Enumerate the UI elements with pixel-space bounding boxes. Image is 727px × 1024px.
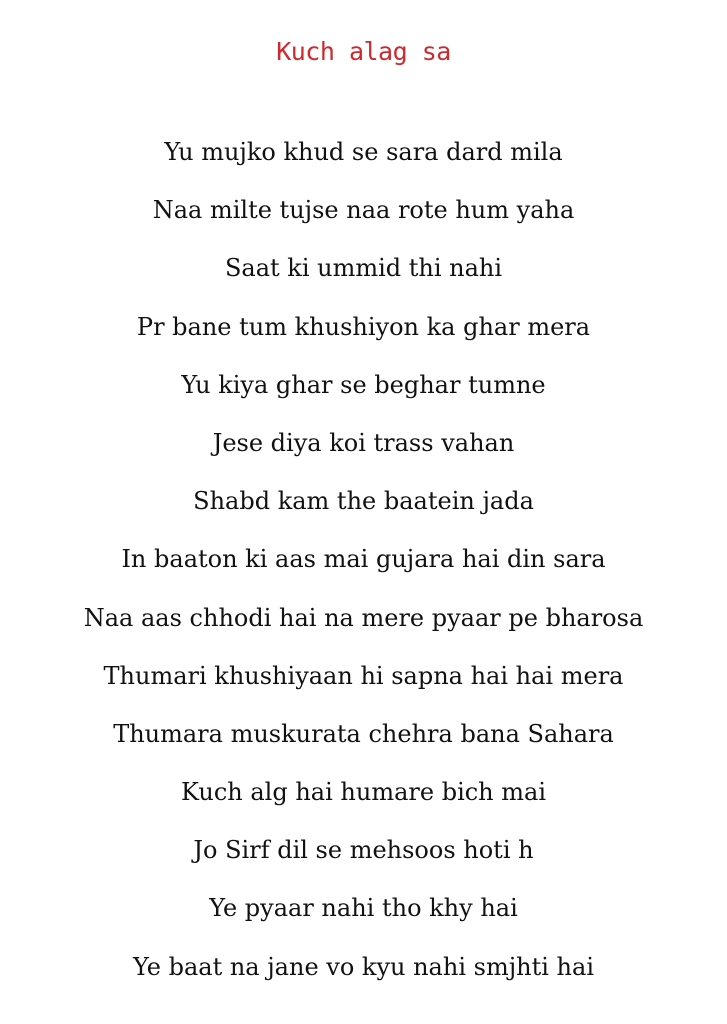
poem-line: Thumara muskurata chehra bana Sahara: [113, 719, 614, 748]
poem-title: Kuch alag sa: [276, 37, 451, 66]
poem-body: [0, 135, 727, 1008]
poem-line: Shabd kam the baatein jada: [193, 487, 534, 516]
poem-line: Thumari khushiyaan hi sapna hai hai mera: [103, 661, 624, 690]
poem-line: Jese diya koi trass vahan: [212, 428, 515, 457]
poem-line: In baaton ki aas mai gujara hai din sara: [121, 545, 606, 574]
poem-line: Yu mujko khud se sara dard mila: [164, 138, 563, 166]
poem-line: Kuch alg hai humare bich mai: [180, 778, 547, 807]
poem-line: Yu kiya ghar se beghar tumne: [181, 370, 546, 399]
poem-line: Jo Sirf dil se mehsoos hoti h: [193, 836, 534, 865]
poem-line: Naa milte tujse naa rote hum yaha: [152, 196, 575, 225]
poem-line: Naa aas chhodi hai na mere pyaar pe bharosa: [83, 603, 644, 632]
poem-line: Ye baat na jane vo kyu nahi smjhti hai: [133, 952, 594, 981]
poem-line: Ye pyaar nahi tho khy hai: [209, 894, 518, 923]
poem-line: Saat ki ummid thi nahi: [224, 254, 503, 283]
poem-line: Pr bane tum khushiyon ka ghar mera: [136, 312, 591, 341]
